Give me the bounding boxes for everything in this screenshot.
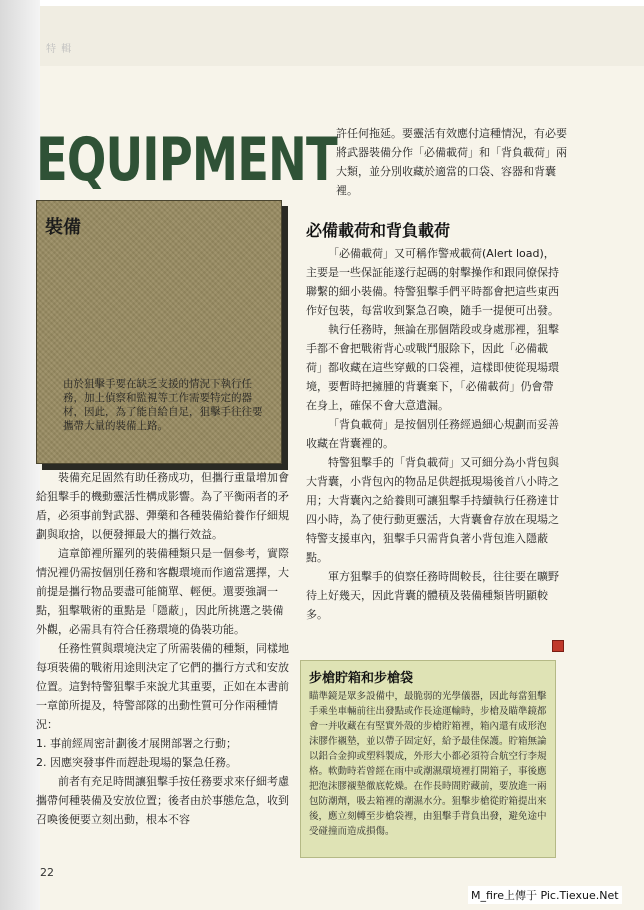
corner-mark: 特 輯: [46, 44, 73, 55]
right-paragraph: 執行任務時，無論在那個階段或身處那裡，狙擊手都不會把戰術背心或戰鬥服除下，因此「必備載荷」都收藏在這些穿戴的口袋裡，這樣即使從現場環境，要暫時把擁腫的背囊棄下，「必備載荷」仍會帶在身上，確保不會大意遺漏。: [306, 323, 559, 412]
headline: EQUIPMENT: [36, 125, 337, 195]
top-band: [40, 6, 644, 66]
end-mark-icon: [552, 640, 564, 652]
right-paragraph: 「背負載荷」是按個別任務經過細心規劃而妥善收藏在背囊裡的。: [306, 418, 559, 450]
photo-box-caption: 由於狙擊手要在缺乏支援的情況下執行任務，加上偵察和監視等工作需要特定的器材，因此，為了能自給自足，狙擊手往往要攜帶大量的裝備上路。: [63, 378, 263, 432]
list-item: 1. 事前經周密計劃後才展開部署之行動；: [36, 737, 237, 750]
right-paragraph: 軍方狙擊手的偵察任務時間較長，往往要在曠野待上好幾天，因此背囊的體積及裝備種類皆明顯較多。: [306, 570, 559, 621]
left-paragraph: 這章節裡所羅列的裝備種類只是一個參考，實際情況裡仍需按個別任務和客觀環境而作適當選擇，大前提是攜行物品要盡可能簡單、輕便。還要強調一點，狙擊戰術的重點是「隱蔽」，因此所挑選之裝備外觀，必需具有符合任務環境的偽裝功能。: [36, 547, 289, 636]
list-item: 2. 因應突發事件而趕赴現場的緊急任務。: [36, 756, 237, 769]
sidebar-title: 步槍貯箱和步槍袋: [309, 671, 414, 686]
section-subheading: 必備載荷和背負載荷: [306, 221, 451, 240]
left-paragraph: 裝備充足固然有助任務成功，但攜行重量增加會給狙擊手的機動靈活性構成影響。為了平衡兩者的矛盾，必須事前對武器、彈藥和各種裝備給養作仔細規劃與取捨，以便發揮最大的攜行效益。: [36, 471, 289, 541]
watermark: M_fire上傳于 Pic.Tiexue.Net: [468, 886, 622, 904]
left-paragraph: 前者有充足時間讓狙擊手按任務要求來仔細考慮攜帶何種裝備及安放位置；後者由於事態危急，收到召喚後便要立刻出動，根本不容: [36, 775, 289, 826]
right-paragraph: 「必備載荷」又可稱作警戒載荷(Alert load)，主要是一些保証能遂行起碼的射擊操作和跟同僚保持聯繫的細小裝備。特警狙擊手們平時都會把這些東西作好包裝，每當收到緊急召喚，隨手一提便可出發。: [306, 247, 559, 317]
sidebar-box: [300, 660, 556, 858]
right-column: [306, 244, 560, 624]
photo-box-title: 裝備: [45, 217, 81, 238]
left-column: [36, 468, 292, 829]
page-number: 22: [40, 866, 54, 879]
sidebar-body: 瞄準鏡是眾多設備中，最脆弱的光學儀器，因此每當狙擊手乘坐車輛前往出發點或作長途運輸時，步槍及瞄準鏡都會一并收藏在有堅實外殼的步槍貯箱裡，箱內還有成形泡沫膠作襯墊，並以帶子固定好，給予最佳保護。貯箱無論以鋁合金抑或塑料製成，外形大小都必須符合航空行李規格。軟動時若曾經在雨中或潮濕環境裡打開箱子，事後應把泡沫膠襯墊徹底乾燥。在作長時間貯藏前，要放進一兩包防潮劑，吸去箱裡的潮濕水分。狙擊步槍從貯箱提出來後，應立刻轉至步槍袋裡，由狙擊手背負出發，避免途中受碰撞而造成損傷。: [309, 691, 547, 837]
page-gutter-shadow: [0, 0, 40, 910]
left-paragraph: 任務性質與環境決定了所需裝備的種類，同樣地每項裝備的戰術用途則決定了它們的攜行方式和安放位置。這對特警狙擊手來說尤其重要，正如在本書前一章節所提及，特警部隊的出動性質可分作兩種情況：: [36, 642, 289, 731]
photo-box: [36, 200, 282, 464]
right-paragraph: 特警狙擊手的「背負載荷」又可細分為小背包與大背囊，小背包內的物品足供趕抵現場後首八小時之用；大背囊內之給養則可讓狙擊手持續執行任務達廿四小時，為了使行動更靈活，大背囊會存放在現場之特警支援車內，狙擊手只需背負著小背包進入隱蔽點。: [306, 456, 559, 564]
right-top-paragraph: 許任何拖延。要靈活有效應付這種情況，有必要將武器裝備分作「必備載荷」和「背負載荷」兩大類，並分別收藏於適當的口袋、容器和背囊裡。: [336, 127, 567, 197]
right-top-text: [336, 124, 568, 200]
